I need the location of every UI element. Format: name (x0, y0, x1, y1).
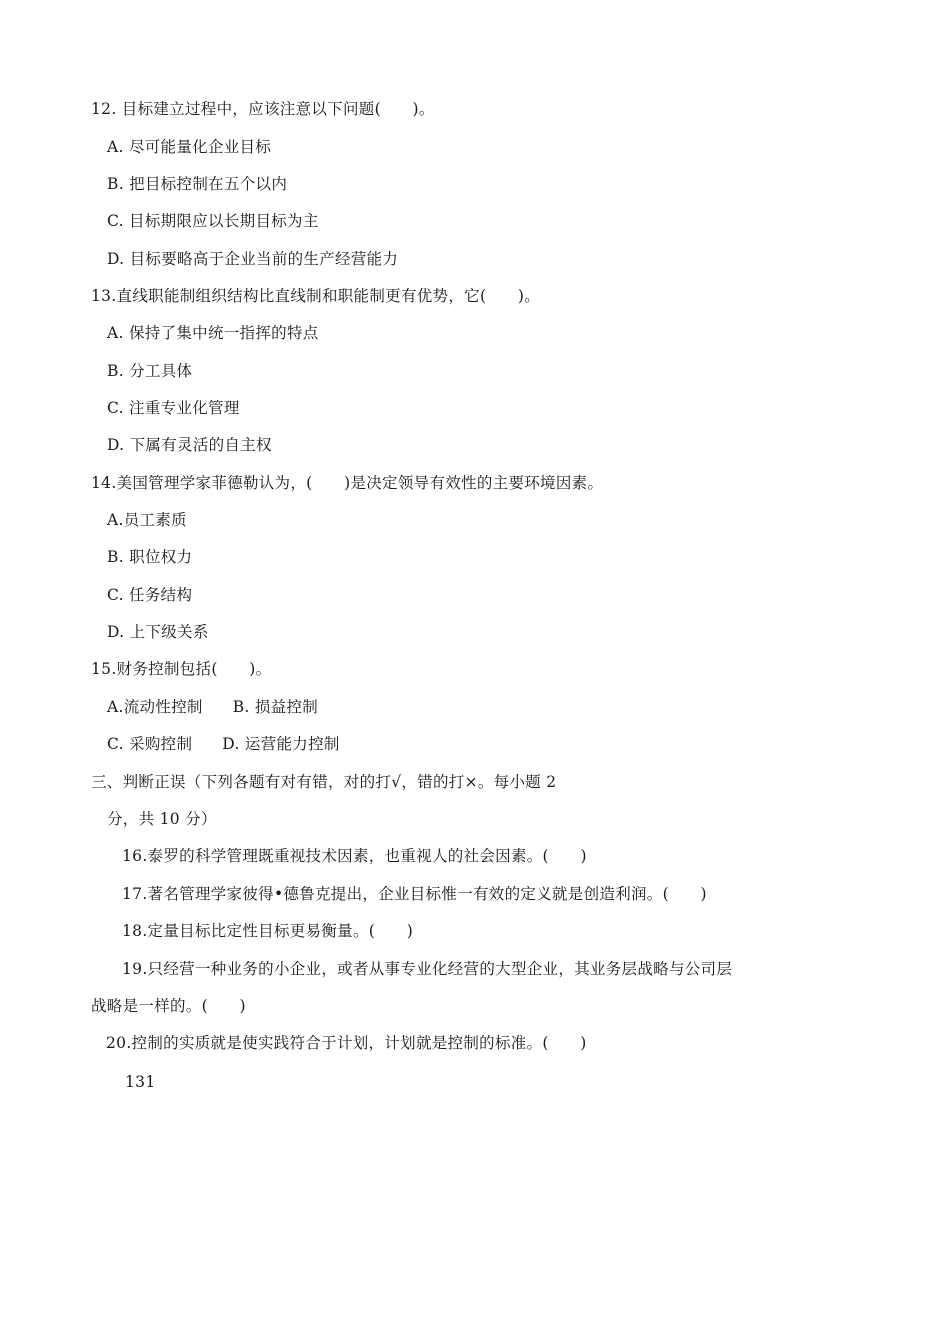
section-3-title-continued: 分，共 10 分） (107, 810, 217, 828)
question-15-options-row1 (107, 696, 318, 718)
question-15-option-d: D. 运营能力控制 (222, 735, 340, 753)
question-13-option-c: C. 注重专业化管理 (107, 399, 240, 417)
question-14-option-d: D. 上下级关系 (107, 623, 209, 641)
question-15-option-b: B. 损益控制 (232, 698, 319, 716)
section-3-title: 三、判断正误（下列各题有对有错，对的打√，错的打×。每小题 2 (91, 773, 557, 791)
question-12-stem: 12. 目标建立过程中，应该注意以下问题( )。 (91, 100, 435, 118)
judgment-17: 17.著名管理学家彼得•德鲁克提出，企业目标惟一有效的定义就是创造利润。( ) (122, 885, 707, 903)
judgment-20: 20.控制的实质就是使实践符合于计划，计划就是控制的标准。( ) (106, 1034, 587, 1052)
question-14-option-c: C. 任务结构 (107, 586, 193, 604)
question-12-option-a: A. 尽可能量化企业目标 (107, 138, 272, 156)
judgment-19-continued: 战略是一样的。( ) (91, 997, 246, 1015)
question-15-option-c: C. 采购控制 (107, 735, 193, 753)
judgment-16: 16.泰罗的科学管理既重视技术因素，也重视人的社会因素。( ) (122, 847, 587, 865)
question-13-option-a: A. 保持了集中统一指挥的特点 (107, 324, 319, 342)
judgment-19: 19.只经营一种业务的小企业，或者从事专业化经营的大型企业，其业务层战略与公司层 (122, 960, 733, 978)
question-15-option-a: A.流动性控制 (107, 698, 203, 716)
question-15-stem: 15.财务控制包括( )。 (91, 660, 272, 678)
question-12-option-b: B. 把目标控制在五个以内 (107, 175, 288, 193)
question-14-option-b: B. 职位权力 (107, 548, 193, 566)
question-12-option-d: D. 目标要略高于企业当前的生产经营能力 (107, 250, 399, 268)
question-15-options-row2 (107, 733, 340, 755)
question-14-stem: 14.美国管理学家菲德勒认为，( )是决定领导有效性的主要环境因素。 (91, 474, 604, 492)
question-13-option-d: D. 下属有灵活的自主权 (107, 436, 272, 454)
question-14-option-a: A.员工素质 (107, 511, 187, 529)
question-13-option-b: B. 分工具体 (107, 362, 193, 380)
page-number: 131 (125, 1073, 156, 1091)
question-13-stem: 13.直线职能制组织结构比直线制和职能制更有优势，它( )。 (91, 287, 541, 305)
judgment-18: 18.定量目标比定性目标更易衡量。( ) (122, 922, 414, 940)
question-12-option-c: C. 目标期限应以长期目标为主 (107, 212, 319, 230)
